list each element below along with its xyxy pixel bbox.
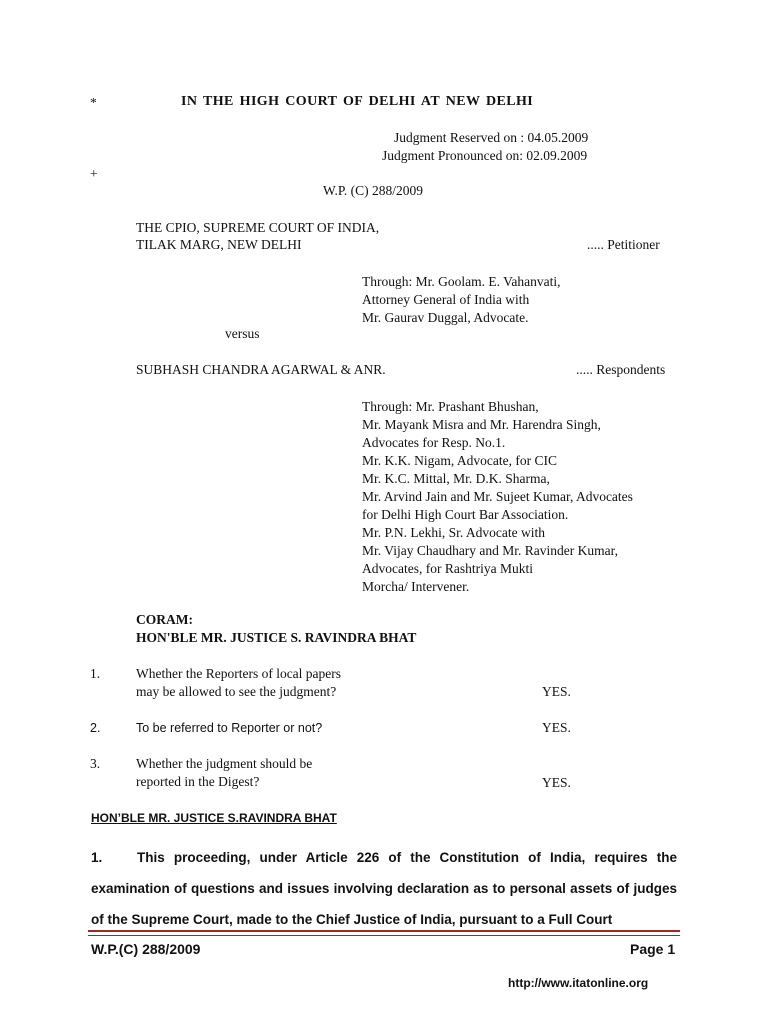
court-title: IN THE HIGH COURT OF DELHI AT NEW DELHI	[181, 94, 534, 109]
counsel-line: Mr. Arvind Jain and Mr. Sujeet Kumar, Advocates	[362, 489, 633, 504]
question-text: may be allowed to see the judgment?	[136, 684, 337, 699]
counsel-line: Attorney General of India with	[362, 292, 530, 307]
petitioner-counsel	[362, 273, 560, 327]
question-number: 1.	[90, 666, 101, 681]
judgment-pronounced-date: Judgment Pronounced on: 02.09.2009	[382, 148, 588, 163]
question-number: 3.	[90, 756, 101, 771]
counsel-line: Mr. Mayank Misra and Mr. Harendra Singh,	[362, 417, 601, 432]
footer-page-number: Page 1	[630, 941, 676, 957]
marker-star: *	[90, 95, 97, 110]
footer-url: http://www.itatonline.org	[508, 976, 649, 990]
body-paragraph	[91, 842, 677, 931]
question-number: 2.	[90, 721, 101, 735]
counsel-line: Mr. Gaurav Duggal, Advocate.	[362, 310, 529, 325]
counsel-line: Mr. Vijay Chaudhary and Mr. Ravinder Kumar,	[362, 543, 618, 558]
coram-label: CORAM:	[136, 612, 193, 627]
marker-plus: +	[90, 166, 98, 181]
counsel-line: Advocates for Resp. No.1.	[362, 435, 506, 450]
counsel-line: Through: Mr. Prashant Bhushan,	[362, 399, 539, 414]
petitioner-name: THE CPIO, SUPREME COURT OF INDIA,	[136, 220, 380, 235]
question-text: Whether the judgment should be	[136, 756, 313, 771]
counsel-line: Through: Mr. Goolam. E. Vahanvati,	[362, 274, 561, 289]
question-text: To be referred to Reporter or not?	[136, 721, 323, 735]
respondent-counsel	[362, 398, 633, 596]
footer-rule-thick	[88, 930, 680, 932]
paragraph-clip	[91, 842, 677, 931]
question-text: Whether the Reporters of local papers	[136, 666, 342, 681]
question-answer: YES.	[542, 720, 571, 735]
petitioner-role: ..... Petitioner	[587, 237, 660, 252]
judgment-reserved-date: Judgment Reserved on : 04.05.2009	[394, 130, 589, 145]
counsel-line: Advocates, for Rashtriya Mukti	[362, 561, 533, 576]
footer-rule-thin	[88, 935, 680, 936]
footer-case-number: W.P.(C) 288/2009	[91, 941, 201, 957]
respondent-name: SUBHASH CHANDRA AGARWAL & ANR.	[136, 362, 386, 377]
counsel-line: Mr. P.N. Lekhi, Sr. Advocate with	[362, 525, 545, 540]
case-number: W.P. (C) 288/2009	[323, 183, 424, 198]
petitioner-address: TILAK MARG, NEW DELHI	[136, 237, 302, 252]
counsel-line: Mr. K.C. Mittal, Mr. D.K. Sharma,	[362, 471, 550, 486]
question-answer: YES.	[542, 684, 571, 699]
counsel-line: Mr. K.K. Nigam, Advocate, for CIC	[362, 453, 557, 468]
coram-judge: HON'BLE MR. JUSTICE S. RAVINDRA BHAT	[136, 630, 417, 645]
respondent-role: ..... Respondents	[576, 362, 666, 377]
question-text: reported in the Digest?	[136, 774, 260, 789]
counsel-line: for Delhi High Court Bar Association.	[362, 507, 569, 522]
counsel-line: Morcha/ Intervener.	[362, 579, 470, 594]
versus-label: versus	[225, 326, 260, 341]
question-answer: YES.	[542, 775, 571, 790]
paragraph-text: This proceeding, under Article 226 of the Constitution of India, requires the examination of questions and issues involving declaration as to personal assets of judges of the Supreme Court, made to the Chief Justice of India, pursuant to a Full Court	[91, 850, 677, 927]
judge-heading: HON’BLE MR. JUSTICE S.RAVINDRA BHAT	[91, 811, 337, 825]
paragraph-number: 1.	[91, 850, 103, 865]
